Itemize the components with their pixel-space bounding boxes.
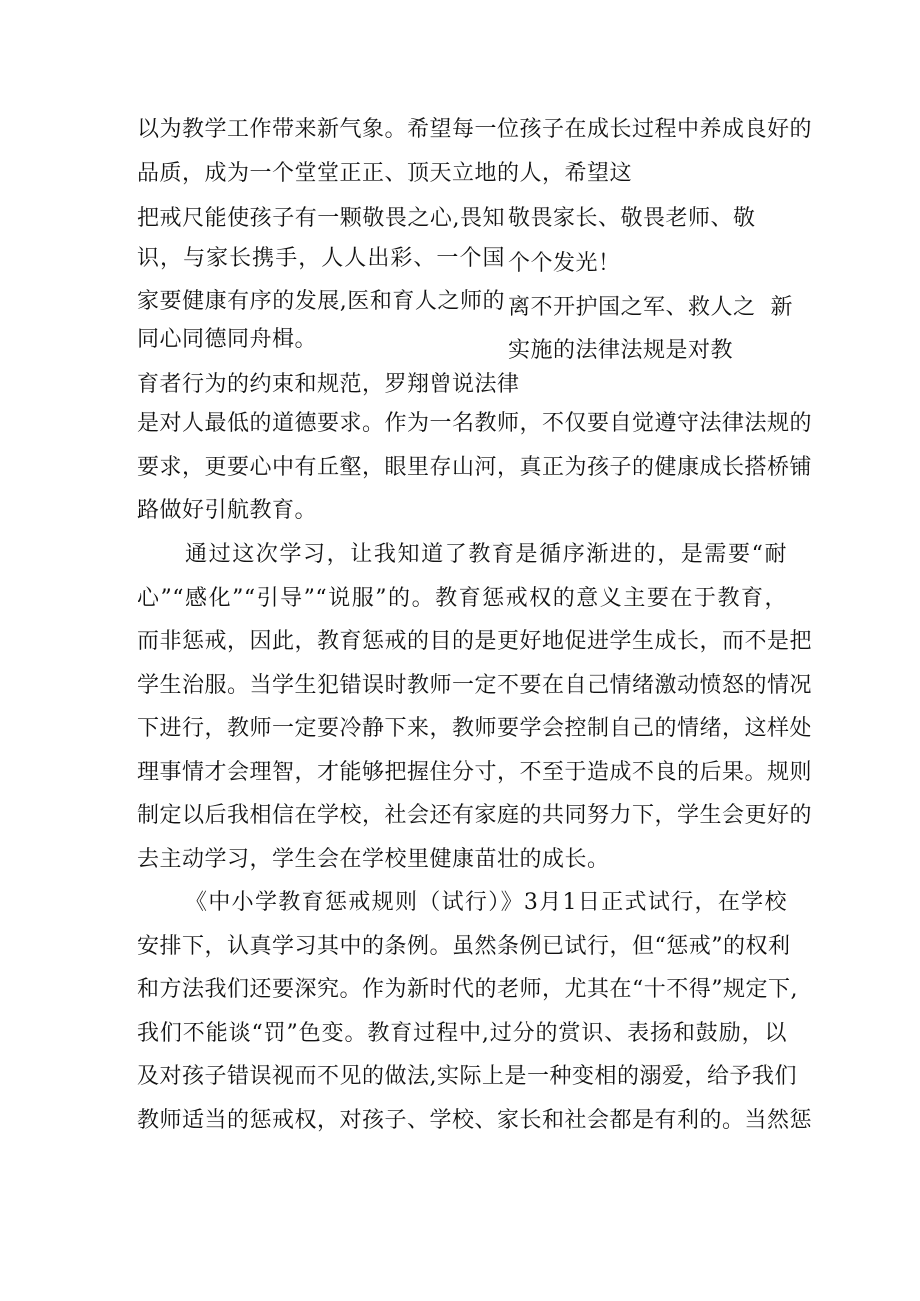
right-column-line: 个个发光！	[508, 251, 621, 276]
text-line: 心”“感化”“引导”“说服”的。教育惩戒权的意义主要在于教育，	[137, 586, 787, 611]
text-line: 教师适当的惩戒权，对孩子、学校、家长和社会都是有利的。当然惩	[137, 1108, 813, 1133]
text-line: 是对人最低的道德要求。作为一名教师，不仅要自觉遵守法律法规的	[137, 411, 813, 436]
text-line: 而非惩戒，因此，教育惩戒的目的是更好地促进学生成长，而不是把	[137, 629, 813, 654]
text-line: 我们不能谈“罚”色变。教育过程中,过分的赏识、表扬和鼓励，以	[137, 1021, 787, 1046]
paragraph-first-line: 《中小学教育惩戒规则（试行）》3月1日正式试行，在学校	[185, 890, 787, 915]
left-column-line: 把戒尺能使孩子有一颗敬畏之心,畏知	[137, 206, 505, 231]
text-line: 以为教学工作带来新气象。希望每一位孩子在成长过程中养成良好的	[137, 117, 813, 142]
left-column-line: 同心同德同舟楫。	[137, 327, 318, 352]
text-line: 安排下，认真学习其中的条例。虽然条例已试行，但“惩戒”的权利	[137, 934, 791, 959]
left-column-line: 家要健康有序的发展,医和育人之师的	[137, 289, 505, 314]
right-column-line: 离不开护国之军、救人之 新	[508, 295, 793, 320]
text-line: 下进行，教师一定要冷静下来，教师要学会控制自己的情绪，这样处	[137, 716, 813, 741]
text-line: 学生治服。当学生犯错误时教师一定不要在自己情绪激动愤怒的情况	[137, 673, 813, 698]
text-line: 路做好引航教育。	[137, 498, 318, 523]
left-column-line: 识，与家长携手，人人出彩、一个国	[137, 246, 505, 271]
text-line: 品质，成为一个堂堂正正、顶天立地的人，希望这	[137, 161, 633, 186]
text-line: 及对孩子错误视而不见的做法,实际上是一种变相的溺爱，给予我们	[137, 1064, 797, 1089]
right-column-line: 实施的法律法规是对教	[508, 338, 734, 363]
text-line: 去主动学习，学生会在学校里健康苗壮的成长。	[137, 847, 610, 872]
right-column-line: 敬畏家长、敬畏老师、敬	[508, 206, 756, 231]
text-line: 理事情才会理智，才能够把握住分寸，不至于造成不良的后果。规则	[137, 760, 813, 785]
text-line: 制定以后我相信在学校，社会还有家庭的共同努力下，学生会更好的	[137, 803, 813, 828]
left-column-line: 育者行为的约束和规范，罗翔曾说法律	[137, 372, 520, 397]
text-line: 和方法我们还要深究。作为新时代的老师，尤其在“十不得”规定下,	[137, 977, 798, 1002]
text-line: 要求，更要心中有丘壑，眼里存山河，真正为孩子的健康成长搭桥铺	[137, 455, 813, 480]
paragraph-first-line: 通过这次学习，让我知道了教育是循序渐进的，是需要“耐	[185, 542, 787, 567]
